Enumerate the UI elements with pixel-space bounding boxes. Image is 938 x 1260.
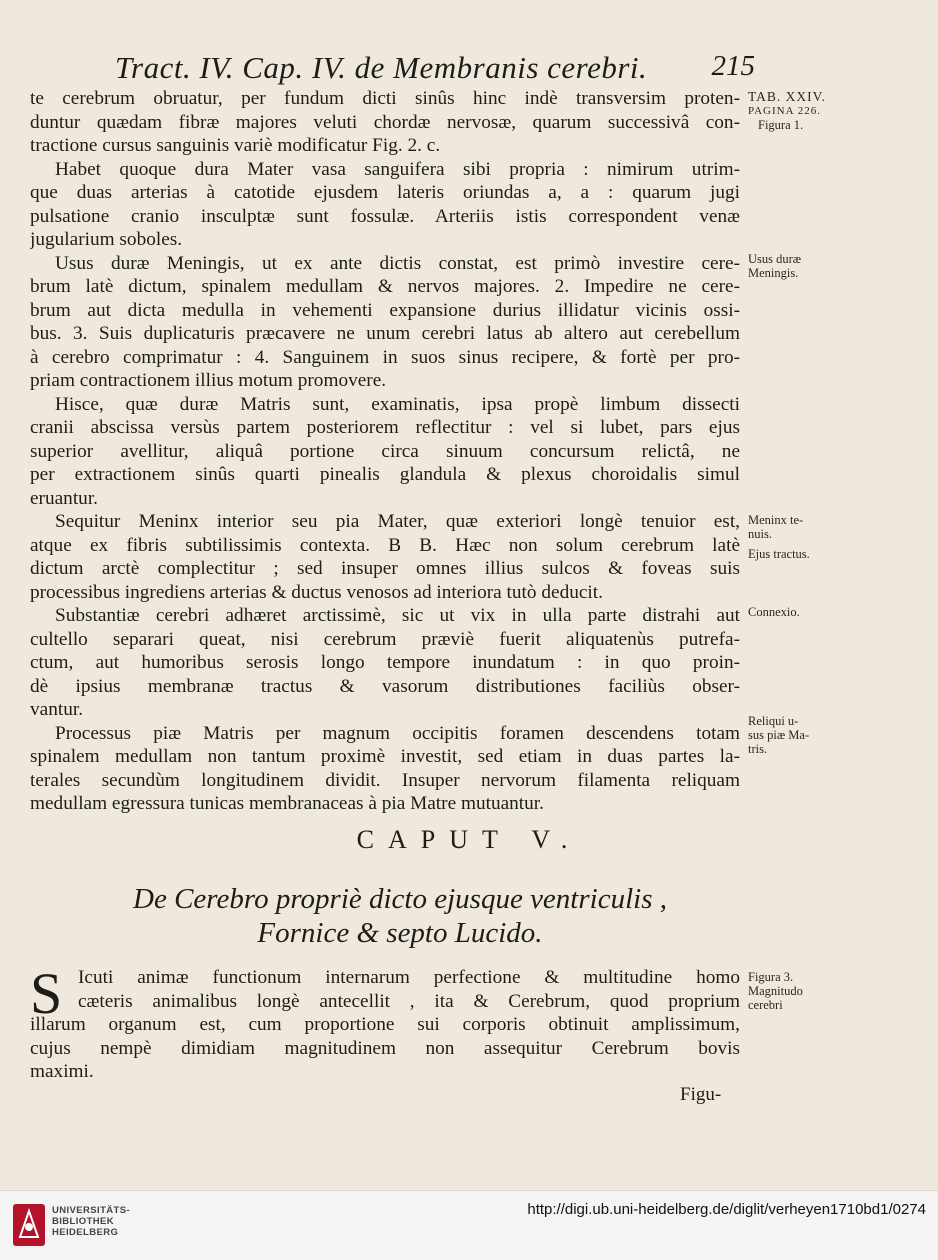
text-line: ctum, aut humoribus serosis longo tempore inundatum : in quo proin- [30, 652, 740, 673]
margin-note [748, 90, 928, 132]
text-line: brum latè dictum, spinalem medullam & nervos majores. 2. Impedire ne cere- [30, 276, 740, 297]
text-line: pulsatione cranio insculptæ sunt fossulæ. Arteriis istis correspondent venæ [30, 205, 740, 227]
text-line: que duas arterias à catotide ejusdem lateris oriundas a, a : quarum jugi [30, 182, 740, 203]
source-url-link[interactable]: http://digi.ub.uni-heidelberg.de/diglit/verheyen1710bd1/0274 [527, 1201, 926, 1218]
opening-lines [78, 966, 740, 1013]
margin-note-line: PAGINA 226. [748, 105, 821, 117]
margin-note-line: TAB. XXIV. [748, 89, 827, 104]
drop-cap: S [30, 961, 63, 1026]
opening-paragraph-rest [30, 1013, 740, 1084]
text-line: vantur. [30, 699, 84, 720]
text-line: tractione cursus sanguinis variè modificatur Fig. 2. c. [30, 135, 441, 156]
text-line: Habet quoque dura Mater vasa sanguifera sibi propria : nimirum utrim- [55, 158, 740, 180]
margin-note [748, 252, 928, 280]
chapter-subtitle [55, 882, 745, 950]
margin-note [748, 605, 928, 619]
margin-note [748, 970, 928, 1012]
page-number: 215 [711, 50, 755, 82]
margin-note-line: Ejus tractus. [748, 547, 810, 561]
text-line: cæteris animalibus longè antecellit , ita & Cerebrum, quod proprium [78, 990, 740, 1012]
library-name-line: BIBLIOTHEK [52, 1216, 115, 1227]
text-line: Icuti animæ functionum internarum perfectione & multitudine homo [78, 967, 740, 988]
margin-note-line: cerebri [748, 998, 783, 1012]
margin-note-line: Usus duræ [748, 252, 802, 266]
text-line: illarum organum est, cum proportione sui corporis obtinuit amplissimum, [30, 1014, 740, 1035]
text-line: spinalem medullam non tantum proximè investit, sed etiam in duas partes la- [30, 746, 740, 767]
catchword: Figu- [680, 1084, 722, 1105]
margin-note [748, 714, 928, 756]
margin-note-line: tris. [748, 742, 768, 756]
chapter-heading: CAPUT V. [356, 825, 582, 854]
margin-note-line: Connexio. [748, 605, 800, 619]
running-header [115, 50, 755, 90]
text-line: Usus duræ Meningis, ut ex ante dictis constat, est primò investire cere- [55, 252, 740, 274]
text-line: à cerebro comprimatur : 4. Sanguinem in suos sinus recipere, & fortè per pro- [30, 346, 740, 368]
text-line: dictum arctè complectitur ; sed insuper omnes illius sulcos & foveas suis [30, 558, 740, 579]
text-line: priam contractionem illius motum promovere. [30, 370, 387, 391]
text-line: processibus ingrediens arterias & ductus venosos ad interiora tutò deducit. [30, 581, 603, 603]
text-line: bus. 3. Suis duplicaturis præcavere ne unum cerebri latus ab altero aut cerebellum [30, 323, 740, 344]
text-line: duntur quædam fibræ majores veluti chordæ nervosæ, quarum successivâ con- [30, 111, 740, 133]
text-line: cranii abscissa versùs partem posteriorem reflectitur : vel si lubet, pars ejus [30, 417, 740, 438]
text-line: maximi. [30, 1061, 94, 1082]
margin-note [748, 547, 928, 561]
margin-note [748, 513, 928, 541]
margin-note-line: Meningis. [748, 266, 799, 280]
text-line: jugularium soboles. [30, 229, 183, 250]
library-name [52, 1205, 130, 1238]
running-title: Tract. IV. Cap. IV. de Membranis cerebri. [115, 50, 648, 85]
university-seal-icon [12, 1203, 46, 1247]
main-text [30, 87, 740, 816]
text-line: terales secundùm longitudinem dividit. Insuper nervorum filamenta reliquam [30, 769, 740, 791]
text-line: per extractionem sinûs quarti pinealis glandula & plexus choroidalis simul [30, 464, 740, 485]
text-line: Processus piæ Matris per magnum occipitis foramen descendens totam [55, 722, 740, 744]
text-line: Substantiæ cerebri adhæret arctissimè, sic ut vix in ulla parte distrahi aut [55, 605, 740, 626]
margin-note-line: nuis. [748, 527, 772, 541]
library-name-line: UNIVERSITÄTS- [52, 1205, 131, 1216]
margin-note-line: sus piæ Ma- [748, 728, 810, 742]
margin-note-line: Reliqui u- [748, 714, 799, 728]
chapter-subtitle-line: Fornice & septo Lucido. [257, 917, 543, 949]
text-line: Sequitur Meninx interior seu pia Mater, quæ exteriori longè tenuior est, [55, 511, 740, 532]
text-line: cujus nempè dimidiam magnitudinem non assequitur Cerebrum bovis [30, 1037, 740, 1059]
margin-note-line: Figura 1. [758, 118, 804, 132]
library-name-line: HEIDELBERG [52, 1227, 119, 1238]
text-line: medullam egressura tunicas membranaceas à pia Matre mutuantur. [30, 793, 544, 814]
chapter-subtitle-line: De Cerebro propriè dicto ejusque ventriculis , [133, 883, 667, 915]
text-line: te cerebrum obruatur, per fundum dicti sinûs hinc indè transversim proten- [30, 88, 740, 109]
text-line: brum aut dicta medulla in vehementi expansione durius illidatur vicinis ossi- [30, 299, 740, 321]
text-line: atque ex fibris subtilissimis contexta. B B. Hæc non solum cerebrum latè [30, 534, 740, 556]
margin-note-line: Meninx te- [748, 513, 804, 527]
text-line: superior avellitur, aliquâ portione circa sinuum concursum relictâ, ne [30, 440, 740, 462]
margin-note-line: Magnitudo [748, 984, 803, 998]
text-line: Hisce, quæ duræ Matris sunt, examinatis, ipsa propè limbum dissecti [55, 393, 740, 415]
text-line: eruantur. [30, 487, 98, 509]
text-line: dè ipsius membranæ tractus & vasorum distributiones faciliùs obser- [30, 675, 740, 697]
text-line: cultello separari queat, nisi cerebrum præviè fuerit aliquatenùs putrefa- [30, 628, 740, 650]
margin-note-line: Figura 3. [748, 970, 794, 984]
